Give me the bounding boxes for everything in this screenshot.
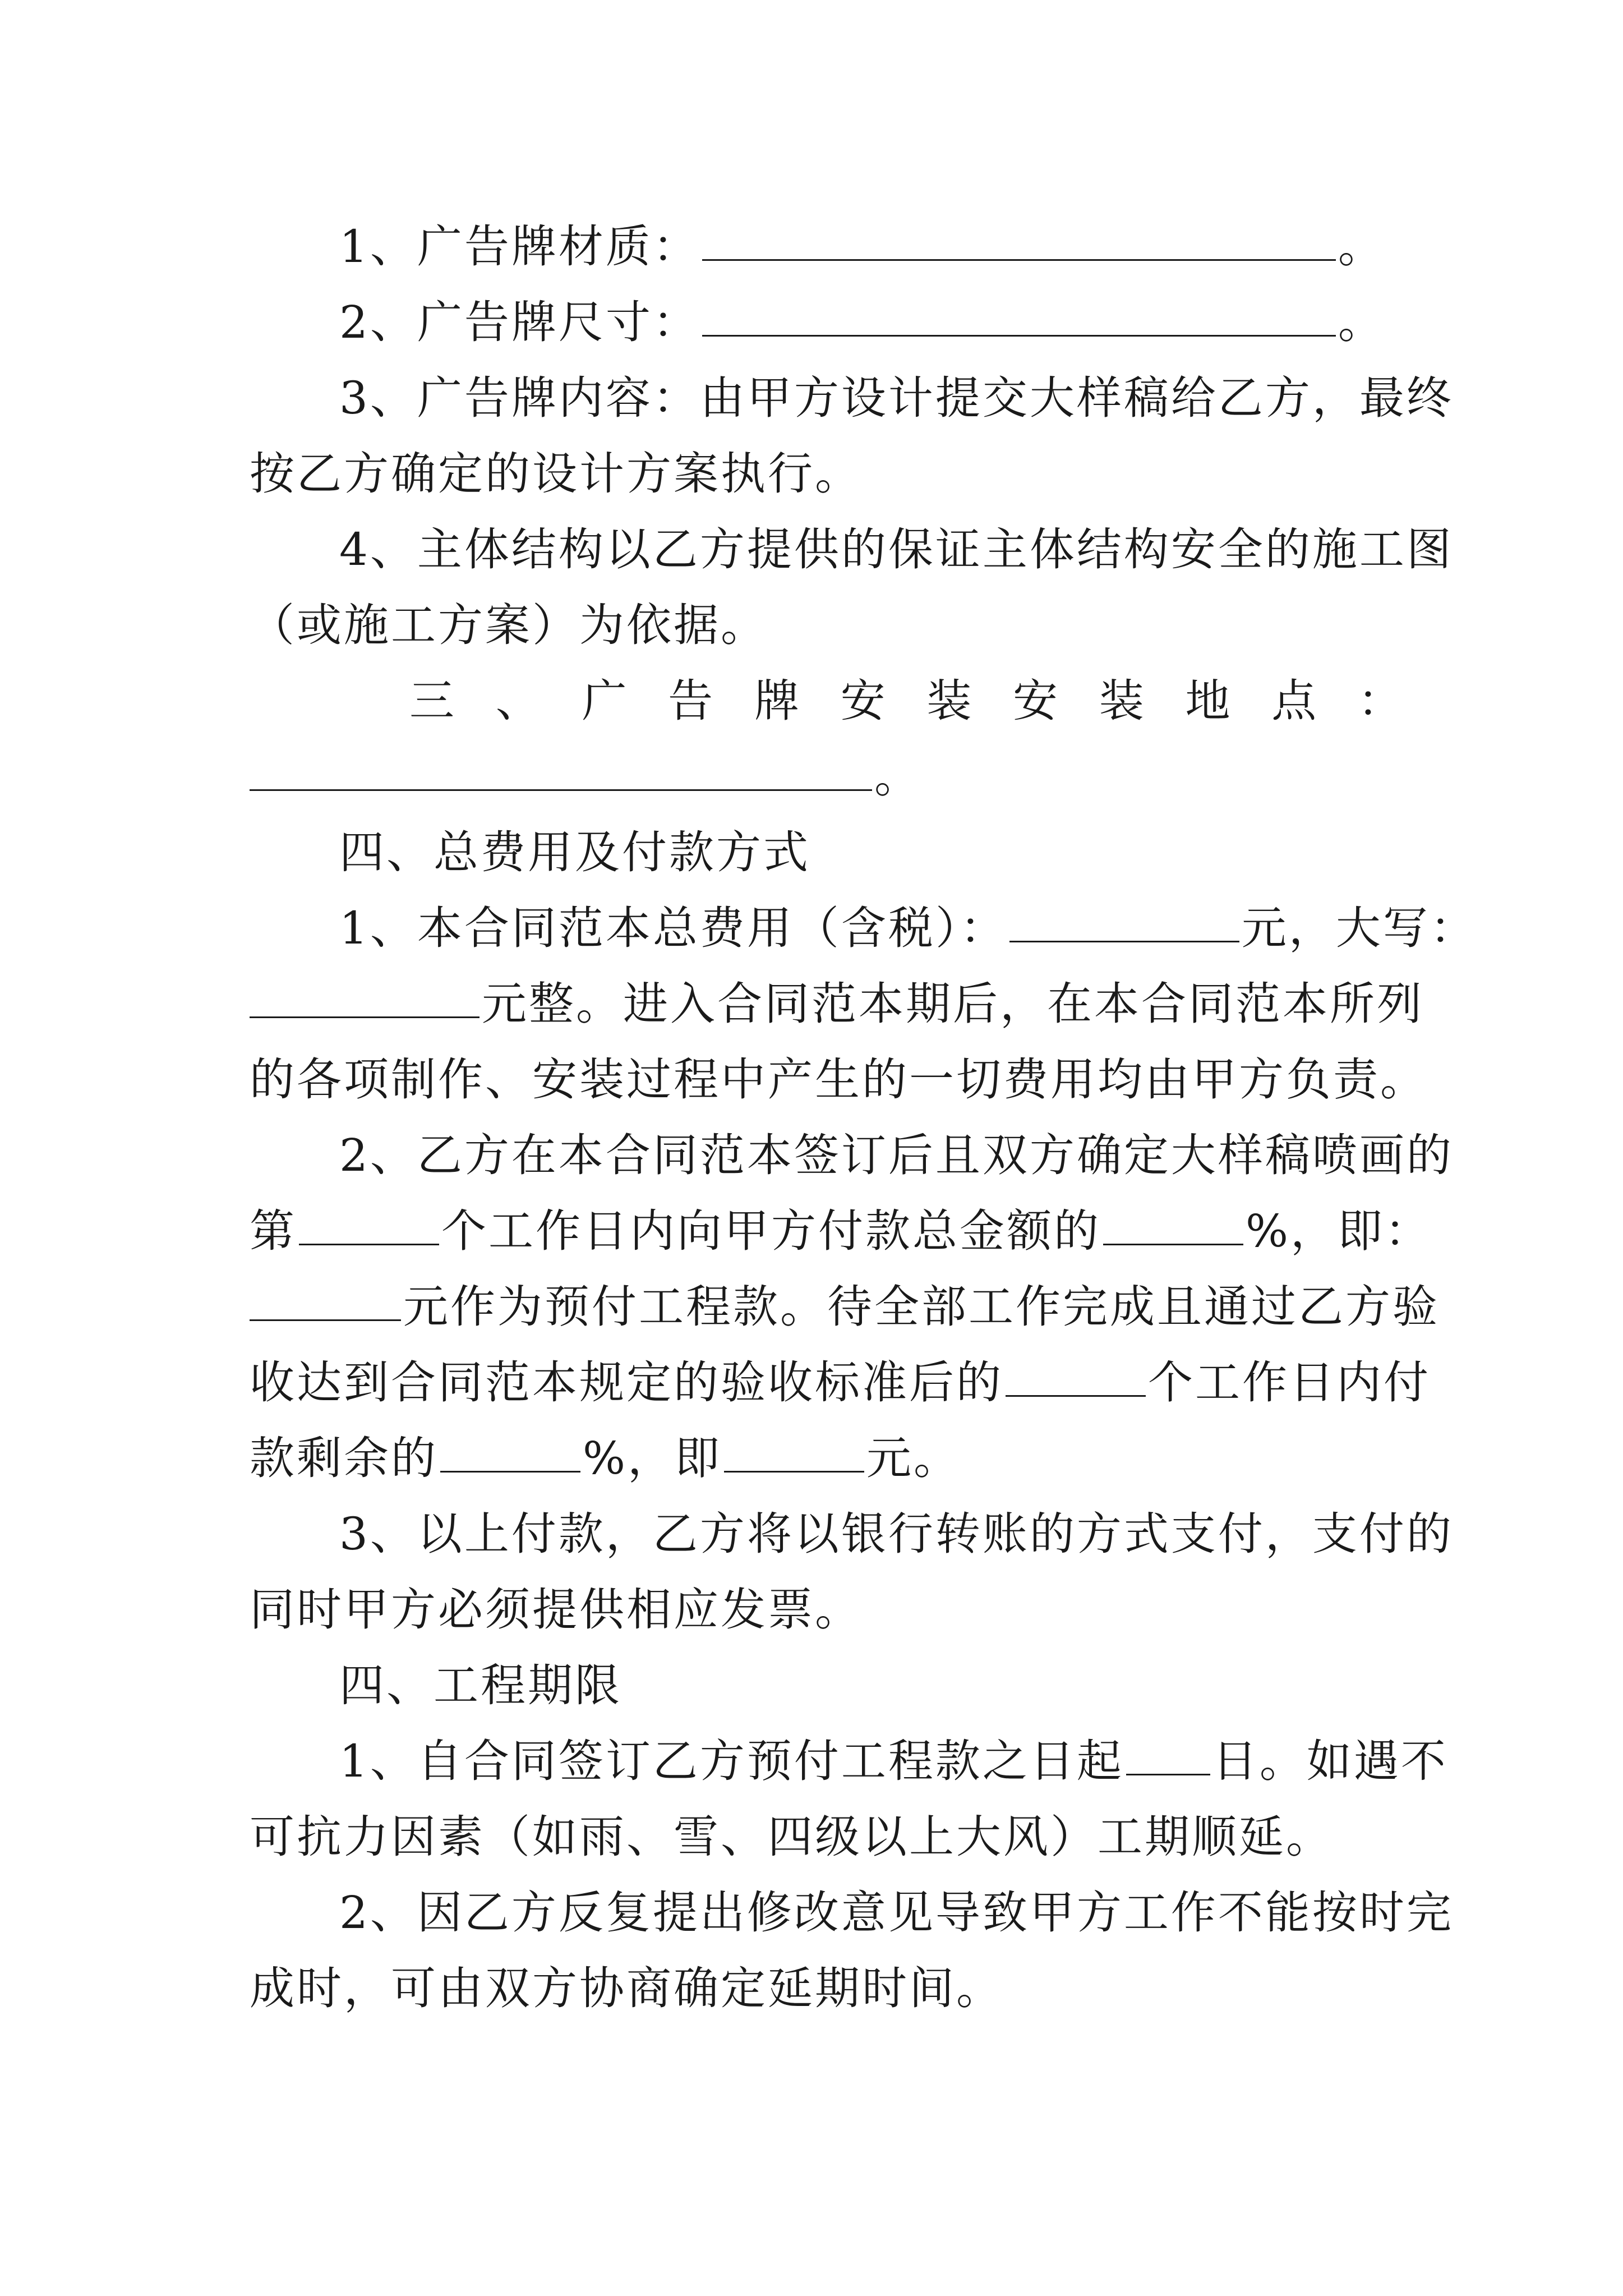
payment-line3: [250, 1276, 1440, 1338]
size-blank: [702, 334, 1336, 337]
spread-char: 三: [409, 675, 457, 727]
section-install-location-heading: [409, 670, 1405, 732]
final-workdays-blank: [1006, 1395, 1146, 1397]
delay-line1: 2、因乙方反复提出修改意见导致甲方工作不能按时完: [339, 1887, 1454, 1939]
material-blank: [702, 259, 1336, 261]
clause-material-end: 。: [1338, 220, 1385, 273]
spread-char: 牌: [754, 675, 801, 727]
payment-line4-b: 个工作日内付: [1148, 1356, 1431, 1409]
fees-responsibility-line: 的各项制作、安装过程中产生的一切费用均由甲方负责。: [250, 1053, 1427, 1106]
fees-total-blank: [1009, 940, 1239, 942]
fees-capital-text: 元整。进入合同范本期后，在本合同范本所列: [482, 978, 1424, 1030]
remaining-amount-blank: [724, 1470, 864, 1473]
clause-structure-line1: 4、主体结构以乙方提供的保证主体结构安全的施工图: [339, 523, 1454, 576]
payment-line2-a: 第: [250, 1205, 297, 1257]
payment-line5-b: %，即: [583, 1432, 722, 1484]
payment-line5-c: 元。: [866, 1432, 961, 1484]
transfer-line2: 同时甲方必须提供相应发票。: [250, 1584, 862, 1636]
fees-total-suffix: 元，大写：: [1241, 902, 1477, 954]
duration-line1-b: 日。如遇不: [1212, 1735, 1448, 1787]
spread-char: 安: [1013, 675, 1061, 727]
clause-structure-line2: （或施工方案）为依据。: [250, 599, 768, 651]
spread-char: 地: [1185, 675, 1233, 727]
spread-char: 、: [495, 675, 543, 727]
spread-char: 装: [926, 675, 974, 727]
payment-line5-a: 款剩余的: [250, 1432, 438, 1484]
fees-capital-blank: [250, 1016, 479, 1018]
payment-line2-b: 个工作日内向甲方付款总金额的: [441, 1205, 1101, 1257]
clause-size-end: 。: [1338, 296, 1385, 348]
duration-line2: 可抗力因素（如雨、雪、四级以上大风）工期顺延。: [250, 1811, 1333, 1863]
spread-char: 广: [582, 675, 629, 727]
duration-line1: [339, 1731, 1448, 1792]
clause-material: [339, 216, 1405, 278]
transfer-line1: 3、以上付款，乙方将以银行转账的方式支付，支付的: [339, 1508, 1454, 1560]
spread-char: ：: [1357, 675, 1405, 727]
prepay-amount-blank: [250, 1319, 401, 1321]
clause-material-label: 1、广告牌材质：: [339, 220, 700, 273]
fees-total-line: [339, 898, 1477, 959]
clause-content-line1: 3、广告牌内容：由甲方设计提交大样稿给乙方，最终: [339, 372, 1454, 424]
install-location-line: [250, 746, 1405, 808]
percent-blank: [1103, 1243, 1243, 1245]
duration-line1-a: 1、自合同签订乙方预付工程款之日起: [339, 1735, 1124, 1787]
payment-line2: [250, 1200, 1432, 1262]
payment-line2-c: %，即：: [1246, 1205, 1432, 1257]
clause-size: [339, 292, 1405, 353]
duration-days-blank: [1126, 1773, 1210, 1775]
payment-line5: [250, 1428, 1405, 1489]
spread-char: 告: [668, 675, 716, 727]
section-fees-heading: 四、总费用及付款方式: [339, 826, 810, 878]
section-duration-heading: 四、工程期限: [339, 1659, 622, 1711]
payment-line4: [250, 1352, 1431, 1414]
payment-line3-text: 元作为预付工程款。待全部工作完成且通过乙方验: [403, 1281, 1440, 1333]
clause-size-label: 2、广告牌尺寸：: [339, 296, 700, 348]
remaining-percent-blank: [440, 1470, 580, 1473]
delay-line2: 成时，可由双方协商确定延期时间。: [250, 1962, 1003, 2014]
install-location-blank: [250, 789, 872, 791]
clause-content-line2: 按乙方确定的设计方案执行。: [250, 448, 862, 500]
payment-line4-a: 收达到合同范本规定的验收标准后的: [250, 1356, 1003, 1409]
fees-capital-line: [250, 973, 1424, 1035]
spread-char: 装: [1099, 675, 1146, 727]
payment-line1: 2、乙方在本合同范本签订后且双方确定大样稿喷画的: [339, 1129, 1454, 1181]
fees-total-label: 1、本合同范本总费用（含税）：: [339, 902, 1007, 954]
install-location-end: 。: [874, 751, 921, 803]
workdays-blank: [299, 1243, 439, 1245]
spread-char: 点: [1271, 675, 1319, 727]
spread-char: 安: [840, 675, 888, 727]
